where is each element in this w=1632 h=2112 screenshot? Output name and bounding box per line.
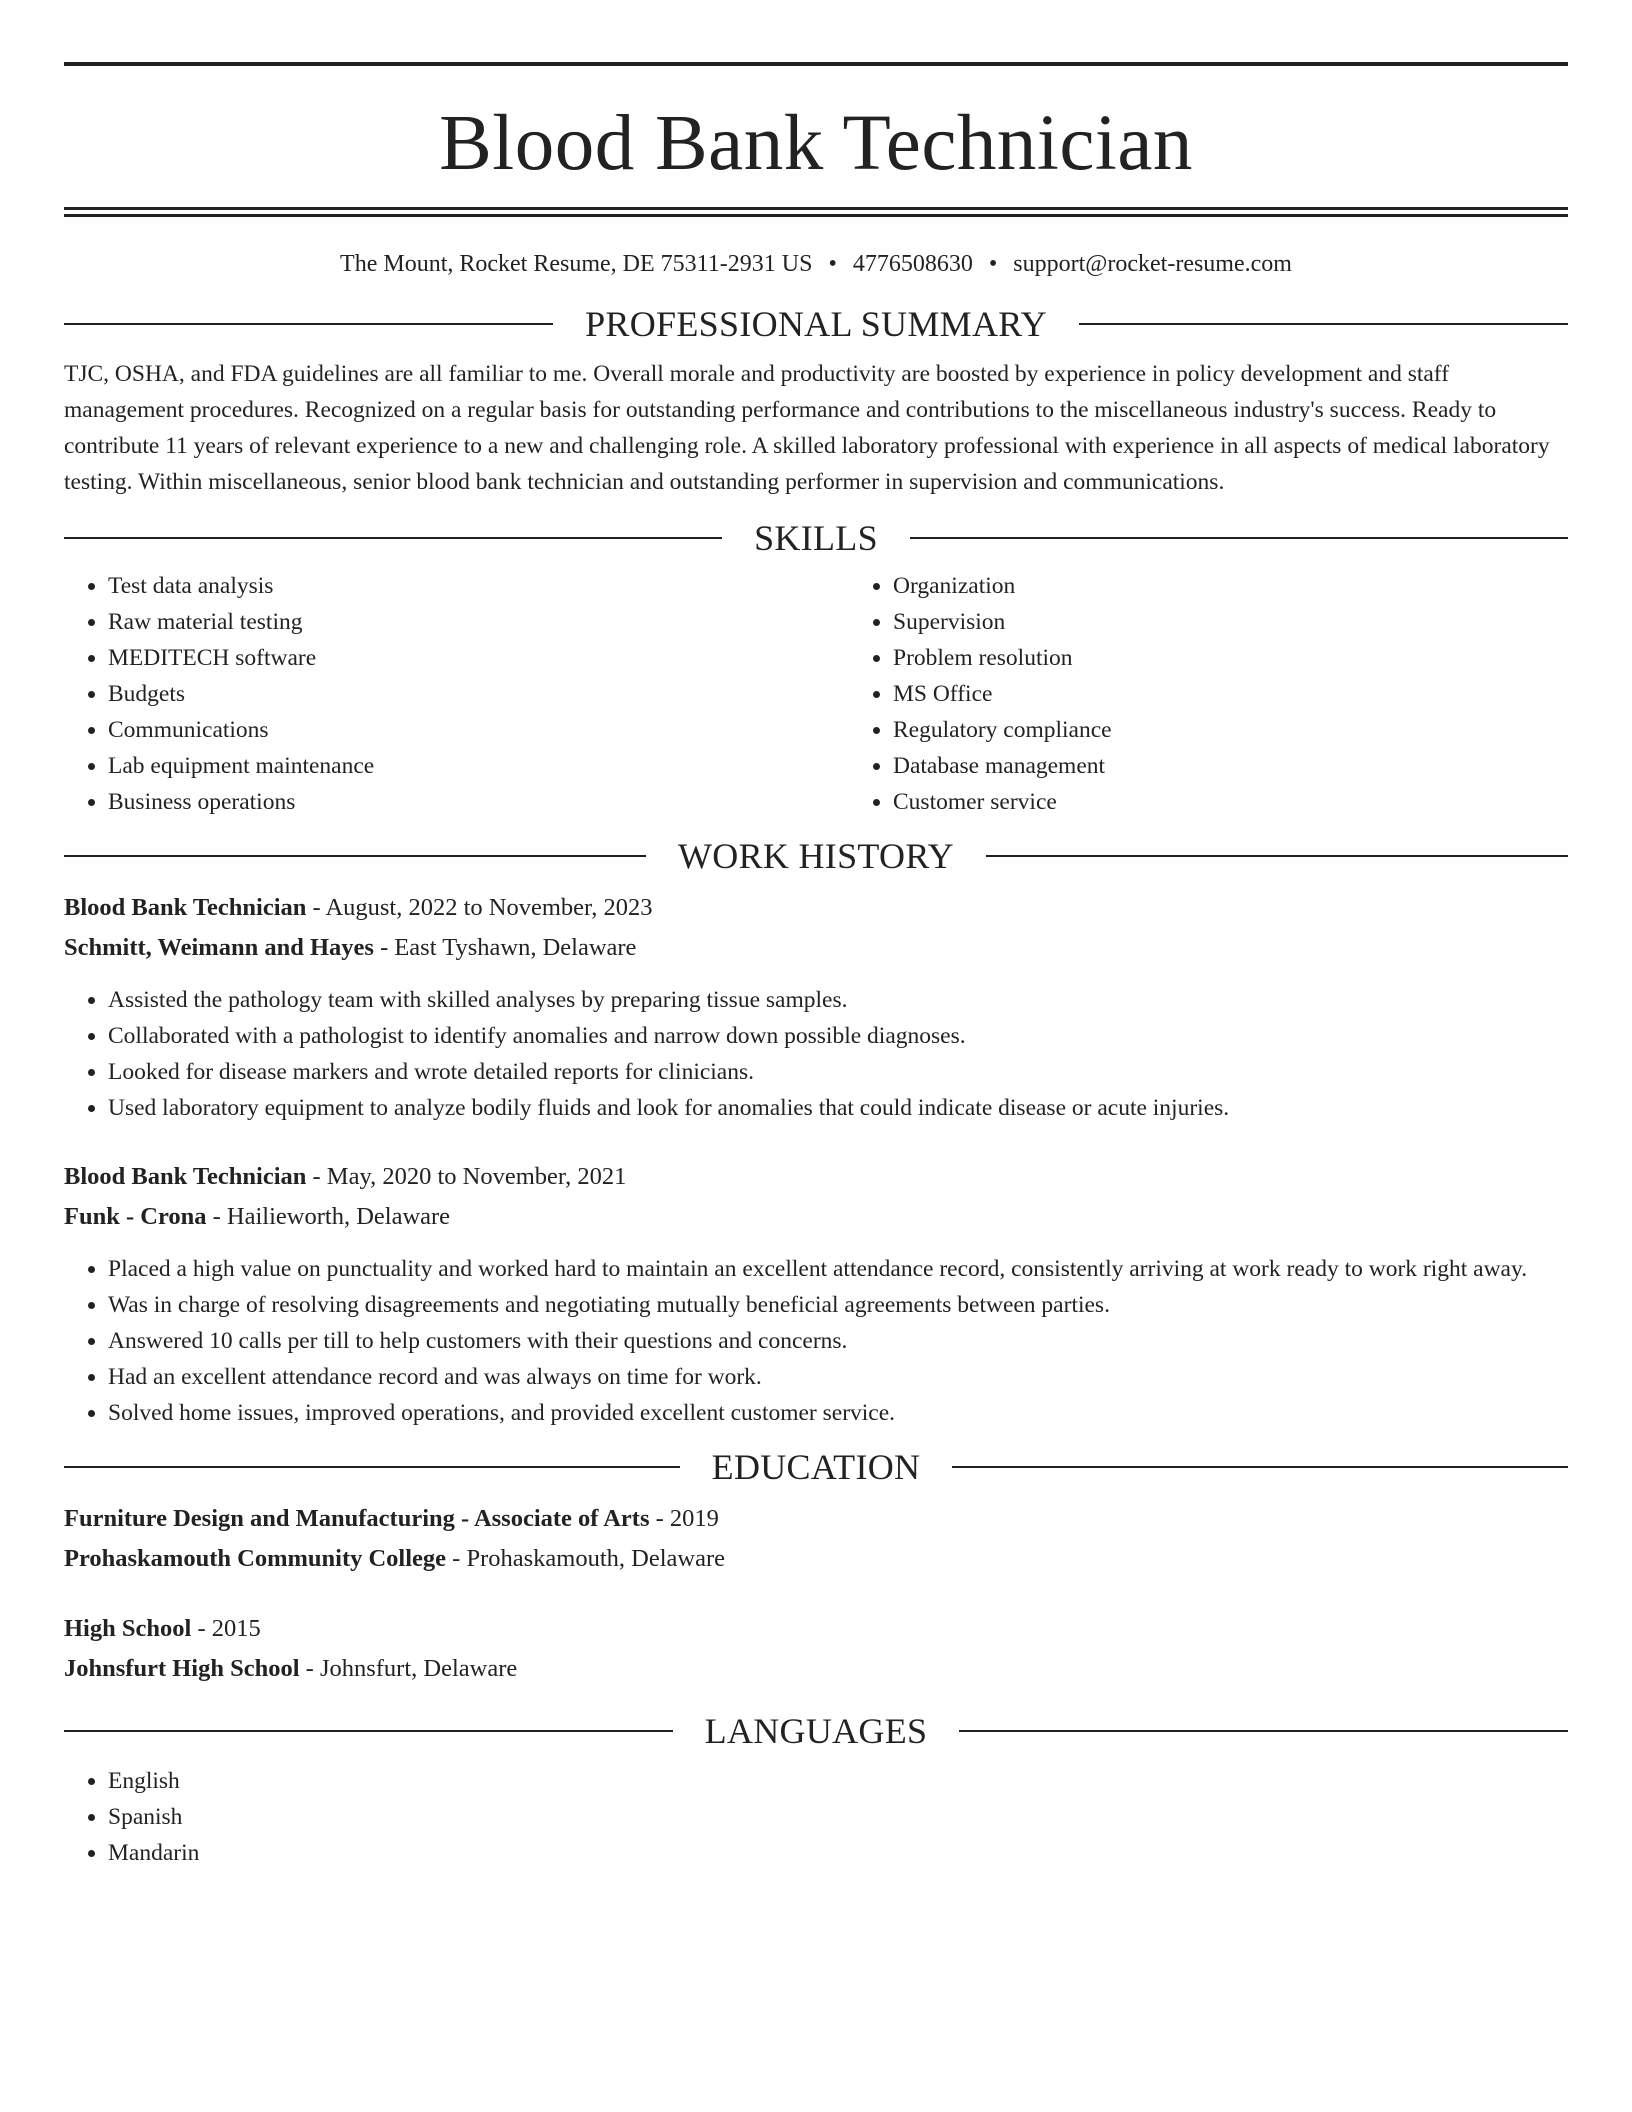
languages-title: LANGUAGES [704,1711,928,1751]
heading-rule [64,537,722,539]
job-bullet: • Collaborated with a pathologist to identify anomalies and narrow down possible diagnoses. [108,1018,1568,1054]
contact-address: The Mount, Rocket Resume, DE 75311-2931 US [340,251,813,277]
degree-line [64,1499,1568,1539]
skill-item: • Business operations [108,784,849,820]
skill-item: • Problem resolution [893,640,1632,676]
contact-separator: • [828,251,837,277]
job-bullet: • Used laboratory equipment to analyze bodily fluids and look for anomalies that could indicate disease or acute injuries. [108,1090,1568,1126]
job-bullet: • Looked for disease markers and wrote detailed reports for clinicians. [108,1054,1568,1090]
job-bullet: • Solved home issues, improved operations, and provided excellent customer service. [108,1395,1568,1431]
candidate-name: Blood Bank Technician [439,100,1193,187]
job-bullet: • Answered 10 calls per till to help customers with their questions and concerns. [108,1323,1568,1359]
job-title: Blood Bank Technician [64,1163,307,1190]
skill-item: • Customer service [893,784,1632,820]
language-item: • Spanish [108,1799,1568,1835]
skill-item: • Supervision [893,604,1632,640]
summary-title: PROFESSIONAL SUMMARY [585,304,1047,344]
heading-rule [986,855,1568,857]
job-bullets [64,982,1568,1126]
contact-separator: • [988,251,998,277]
skill-item: • Organization [893,568,1632,604]
job-location: - East Tyshawn, Delaware [373,934,637,961]
job-dates: - August, 2022 to November, 2023 [306,894,653,921]
skill-item: • Regulatory compliance [893,712,1632,748]
job-title: Blood Bank Technician [64,894,307,921]
contact-email: support@rocket-resume.com [1013,251,1292,277]
heading-rule [1079,323,1568,325]
skill-item: • Raw material testing [108,604,849,640]
degree-line [64,1609,1568,1649]
summary-text: TJC, OSHA, and FDA guidelines are all familiar to me. Overall morale and productivity are boosted by experience in policy development and staff management procedures. Recognized on a regular basis for outstanding performance and contributions to the miscellaneous industry's success. Ready to contribute 11 years of relevant experience to a new and challenging role. A skilled laboratory professional with experience in all aspects of medical laboratory testing. Within miscellaneous, senior blood bank technician and outstanding performer in supervision and communications. [64,361,1550,495]
job-employer: Schmitt, Weimann and Hayes [64,934,374,961]
languages-list [64,1763,1568,1871]
heading-rule [64,855,646,857]
skills-title: SKILLS [754,518,878,558]
skills-list-left [64,568,849,820]
degree: High School [64,1615,192,1642]
contact-phone: 4776508630 [852,251,973,277]
job-location: - Hailieworth, Delaware [206,1203,451,1230]
job-title-line [64,888,1568,928]
job-bullets [64,1251,1568,1431]
skill-item: • Database management [893,748,1632,784]
top-rule [64,62,1568,66]
work-heading [64,836,1568,876]
job-employer-line [64,1197,1568,1237]
contact-info [64,252,1568,292]
job-entry [64,888,1568,1126]
languages-heading [64,1711,1568,1751]
skill-item: • Lab equipment maintenance [108,748,849,784]
degree: Furniture Design and Manufacturing - Associate of Arts [64,1505,650,1532]
education-title: EDUCATION [711,1447,921,1487]
school: Prohaskamouth Community College [64,1545,447,1572]
school-line [64,1649,1568,1689]
education-entry [64,1609,1568,1689]
school: Johnsfurt High School [64,1655,300,1682]
language-item: • English [108,1763,1568,1799]
double-rule [64,207,1568,217]
skills-list-right [849,568,1632,820]
heading-rule [64,323,553,325]
heading-rule [64,1466,680,1468]
summary-heading [64,304,1568,344]
skills-heading [64,518,1568,558]
heading-rule [959,1730,1568,1732]
skill-item: • Test data analysis [108,568,849,604]
heading-rule [64,1730,673,1732]
school-location: - Prohaskamouth, Delaware [446,1545,725,1572]
job-bullet: • Placed a high value on punctuality and worked hard to maintain an excellent attendance record, consistently arriving at work ready to work right away. [108,1251,1568,1287]
school-line [64,1539,1568,1579]
heading-rule [910,537,1568,539]
skill-item: • Budgets [108,676,849,712]
job-entry [64,1157,1568,1431]
education-heading [64,1447,1568,1487]
job-title-line [64,1157,1568,1197]
job-bullet: • Assisted the pathology team with skilled analyses by preparing tissue samples. [108,982,1568,1018]
skill-item: • MEDITECH software [108,640,849,676]
job-employer: Funk - Crona [64,1203,207,1230]
work-title: WORK HISTORY [678,836,954,876]
degree-year: - 2019 [649,1505,719,1532]
job-employer-line [64,928,1568,968]
heading-rule [952,1466,1568,1468]
job-bullet: • Had an excellent attendance record and was always on time for work. [108,1359,1568,1395]
education-entry [64,1499,1568,1579]
skill-item: • MS Office [893,676,1632,712]
degree-year: - 2015 [191,1615,261,1642]
job-bullet: • Was in charge of resolving disagreements and negotiating mutually beneficial agreements between parties. [108,1287,1568,1323]
skill-item: • Communications [108,712,849,748]
job-dates: - May, 2020 to November, 2021 [306,1163,627,1190]
skills-grid [64,568,1568,820]
language-item: • Mandarin [108,1835,1568,1871]
school-location: - Johnsfurt, Delaware [299,1655,518,1682]
